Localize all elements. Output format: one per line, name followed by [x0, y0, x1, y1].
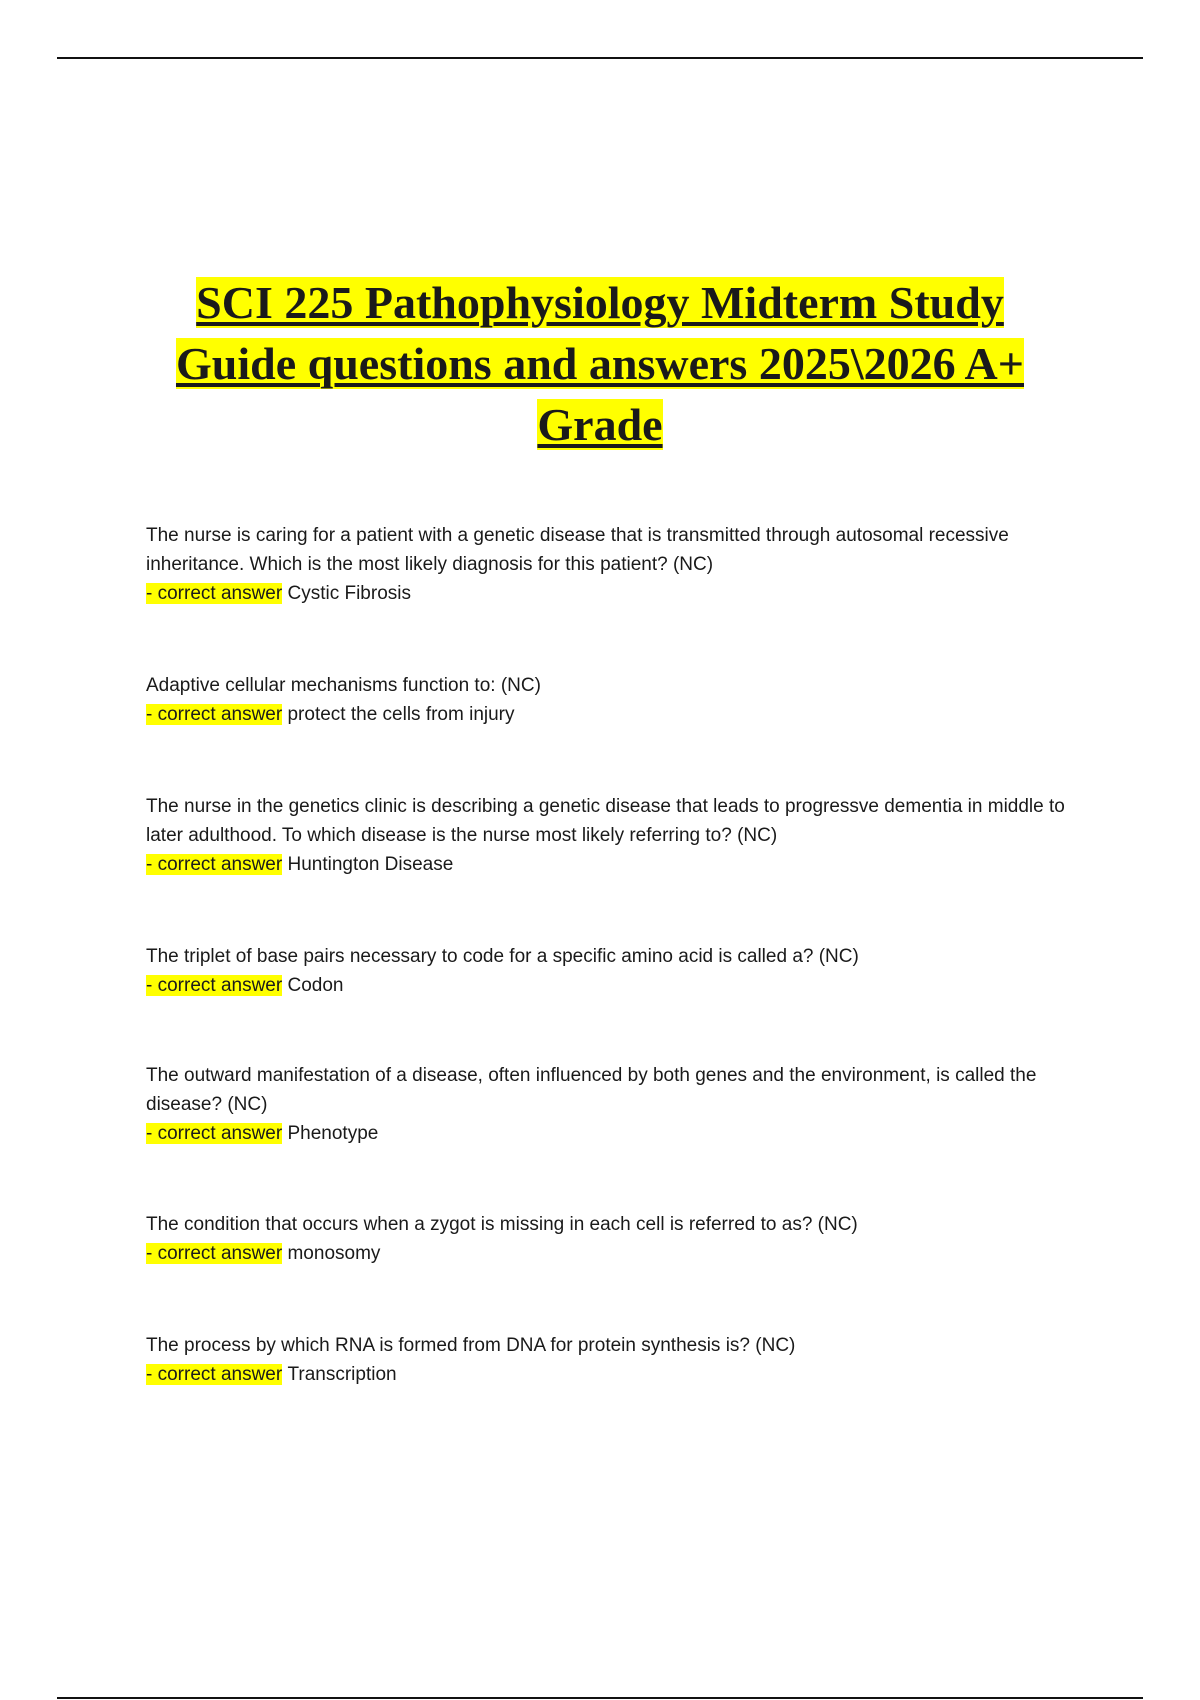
question-text: The nurse is caring for a patient with a genetic disease that is transmitted through autosomal recessive inheritance. Which is the most likely diagnosis for this patient? (NC) [146, 525, 1009, 575]
top-rule [57, 57, 1143, 59]
document-title [100, 272, 1100, 455]
answer-line [146, 700, 1086, 729]
answer-text: Phenotype [287, 1123, 379, 1144]
answer-tag: - correct answer [146, 975, 283, 996]
answer-text: Huntington Disease [287, 854, 454, 875]
title-line-2: Guide questions and answers 2025\2026 A+ [176, 338, 1024, 389]
qa-item-1 [146, 521, 1086, 608]
answer-line [146, 1360, 1086, 1389]
answer-text: Cystic Fibrosis [287, 583, 411, 604]
answer-line [146, 1239, 1086, 1268]
question-text: The condition that occurs when a zygot is missing in each cell is referred to as? (NC) [146, 1214, 858, 1235]
answer-tag: - correct answer [146, 1123, 283, 1144]
answer-tag: - correct answer [146, 704, 283, 725]
qa-item-2 [146, 671, 1086, 729]
question-text: The outward manifestation of a disease, often influenced by both genes and the environment, is called the disease? (NC) [146, 1065, 1037, 1115]
answer-text: Codon [287, 975, 344, 996]
answer-line [146, 1119, 1086, 1148]
answer-text: protect the cells from injury [287, 704, 515, 725]
answer-text: Transcription [287, 1364, 397, 1385]
question-text: The nurse in the genetics clinic is describing a genetic disease that leads to progressve dementia in middle to later adulthood. To which disease is the nurse most likely referring to? (NC) [146, 796, 1065, 846]
bottom-rule [57, 1697, 1143, 1699]
answer-tag: - correct answer [146, 583, 283, 604]
qa-item-5 [146, 1061, 1086, 1148]
answer-text: monosomy [287, 1243, 381, 1264]
qa-item-6 [146, 1210, 1086, 1268]
title-line-1: SCI 225 Pathophysiology Midterm Study [196, 277, 1004, 328]
answer-tag: - correct answer [146, 854, 283, 875]
answer-tag: - correct answer [146, 1364, 283, 1385]
question-text: The triplet of base pairs necessary to code for a specific amino acid is called a? (NC) [146, 946, 859, 967]
answer-line [146, 579, 1086, 608]
qa-item-4 [146, 942, 1086, 1000]
question-text: Adaptive cellular mechanisms function to: (NC) [146, 675, 541, 696]
answer-tag: - correct answer [146, 1243, 283, 1264]
qa-item-3 [146, 792, 1086, 879]
qa-item-7 [146, 1331, 1086, 1389]
answer-line [146, 971, 1086, 1000]
answer-line [146, 850, 1086, 879]
title-line-3: Grade [537, 399, 663, 450]
question-text: The process by which RNA is formed from DNA for protein synthesis is? (NC) [146, 1335, 796, 1356]
